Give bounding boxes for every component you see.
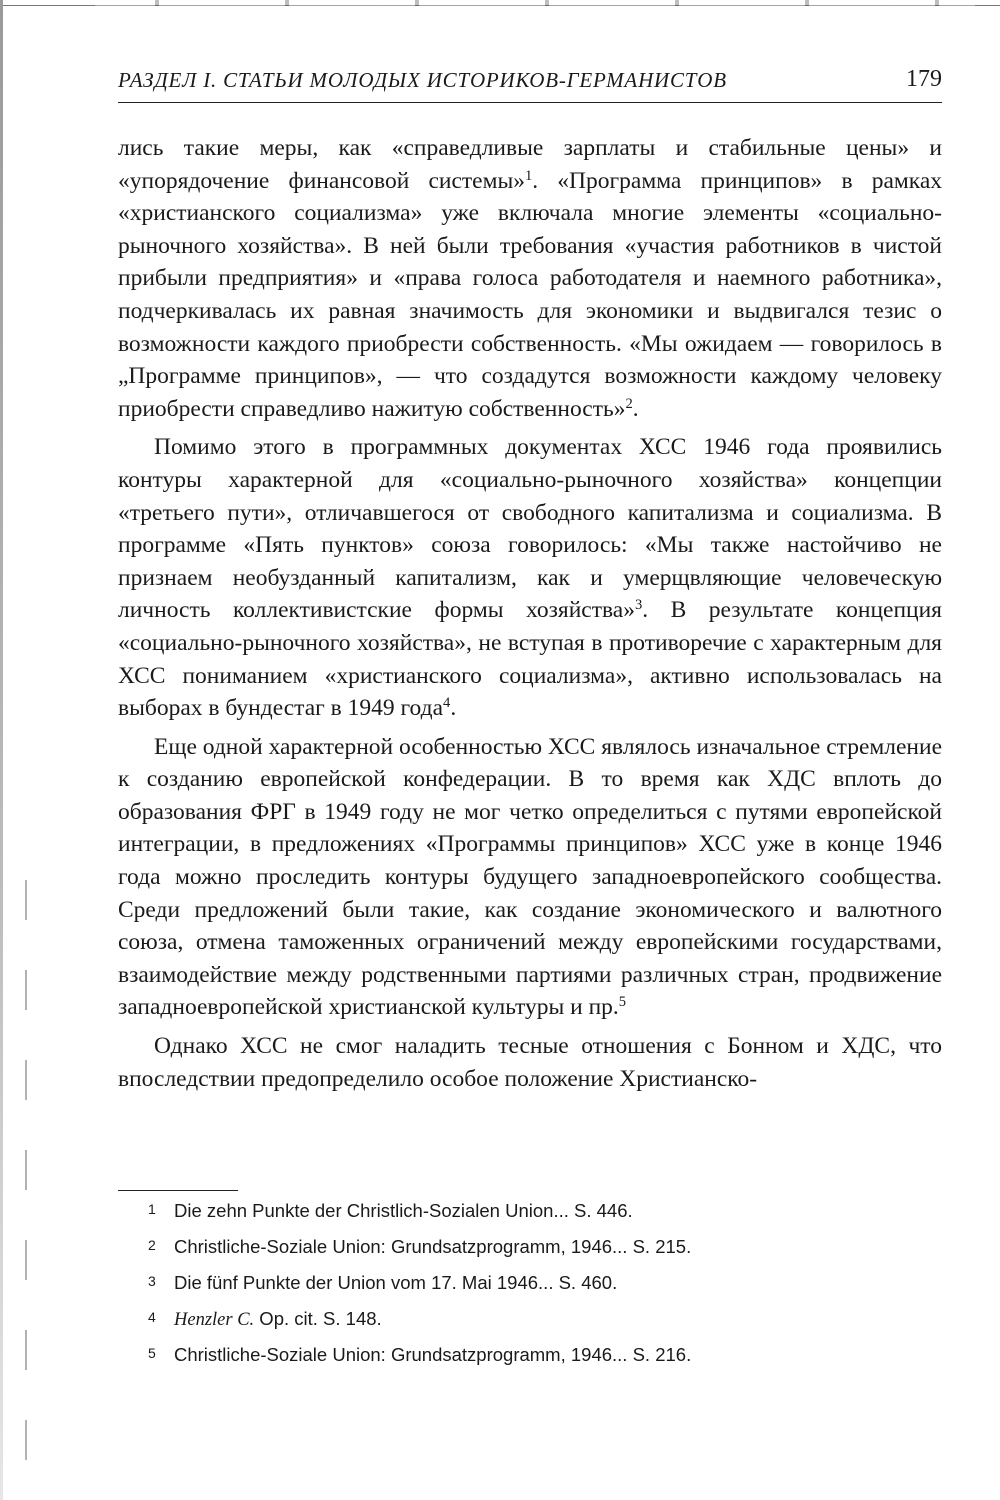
page-number: 179 [906,66,942,92]
paragraph-text: . [450,695,457,722]
footnote-body: Op. cit. S. 148. [254,1308,382,1329]
footnote-text [174,1236,691,1259]
paragraph-text: Еще одной характерной особенностью ХСС являлось изначальное стремление к созданию европейской конфедерации. В то время как ХДС вплоть до образования ФРГ в 1949 году не мог четко определиться с путями европейской интеграции, в предложениях «Программы принципов» ХСС уже в конце 1946 года можно проследить контуры будущего западноевропейского сообщества. Среди предложений были такие, как создание экономического и валютного союза, отмена таможенных ограничений между европейскими государствами, взаимодействие между родственными партиями различных стран, продвижение западноевропейской христианской культуры и пр. [118,733,942,1021]
footnote-ref-2[interactable]: 2 [625,395,633,412]
paragraph-4 [118,1030,942,1095]
footnote-ref-5[interactable]: 5 [618,994,627,1011]
footnote-3 [148,1270,928,1306]
footnote-1 [148,1198,928,1234]
footnote-number: 3 [148,1273,156,1289]
paragraph-3 [118,731,942,1024]
footnote-number: 1 [148,1201,156,1217]
footnote-text [174,1272,617,1295]
footnotes [148,1198,928,1378]
footnote-ref-3[interactable]: 3 [634,597,643,614]
paragraph-text: Помимо этого в программных документах ХСС 1946 года проявились контуры характерной для «социально-рыночного хозяйства» концепции «третьего пути», отличавшегося от свободного капитализма и социализма. В программе «Пять пунктов» союза говорилось: «Мы также настойчиво не признаем необузданный капитализм, как и умерщвляющие человеческую личность коллективистские формы хозяйства» [118,434,942,624]
page-header [118,64,942,103]
footnote-text [174,1200,633,1223]
footnote-ref-1[interactable]: 1 [525,167,533,184]
footnote-number: 2 [148,1237,156,1253]
footnote-author: Henzler C. [174,1310,255,1330]
paragraph-1 [118,132,942,425]
paragraph-text: Однако ХСС не смог наладить тесные отношения с Бонном и ХДС, что впоследствии предопределило особое положение Христианско- [118,1033,942,1092]
scan-left-artifact [25,880,27,1480]
footnote-number: 4 [148,1309,156,1325]
footnote-ref-4[interactable]: 4 [443,695,451,712]
running-head: РАЗДЕЛ I. СТАТЬИ МОЛОДЫХ ИСТОРИКОВ-ГЕРМАНИСТОВ [118,68,727,92]
footnote-5 [148,1342,928,1378]
footnote-2 [148,1234,928,1270]
paragraph-2 [118,431,942,724]
footnote-number: 5 [148,1345,156,1361]
paragraph-text: . [632,395,639,422]
scan-top-artifact [95,0,975,6]
footnote-body: Die zehn Punkte der Christlich-Sozialen Union... S. 446. [174,1200,633,1221]
paragraph-text: . «Программа принципов» в рамках «христианского социализма» уже включала многие элементы «социально-рыночного хозяйства». В ней были требования «участия работников в чистой прибыли предприятия» и «права голоса работодателя и наемного работника», подчеркивалась их равная значимость для экономики и выдвигался тезис о возможности каждого приобрести собственность. «Мы ожидаем — говорилось в „Программе принципов», — что создадутся возможности каждому человеку приобрести справедливо нажитую собственность» [118,167,942,422]
footnote-body: Christliche-Soziale Union: Grundsatzprogramm, 1946... S. 216. [174,1344,692,1365]
footnote-separator [118,1190,238,1191]
paragraph-text: лись такие меры, как «справедливые зарплаты и стабильные цены» и «упорядочение финансовой системы» [118,135,942,194]
footnote-body: Die fünf Punkte der Union vom 17. Mai 1946... S. 460. [174,1272,618,1293]
body-text [118,132,942,1095]
footnote-4 [148,1306,928,1342]
footnote-text [174,1344,691,1367]
footnote-text [174,1308,382,1331]
scan-left-edge [0,0,3,1500]
paragraph-text: . В результате концепция «социально-рыночного хозяйства», не вступая в противоречие с характерным для ХСС пониманием «христианского социализма», активно использовалась на выборах в бундестаг в 1949 года [118,597,942,722]
footnote-body: Christliche-Soziale Union: Grundsatzprogramm, 1946... S. 215. [174,1236,692,1257]
